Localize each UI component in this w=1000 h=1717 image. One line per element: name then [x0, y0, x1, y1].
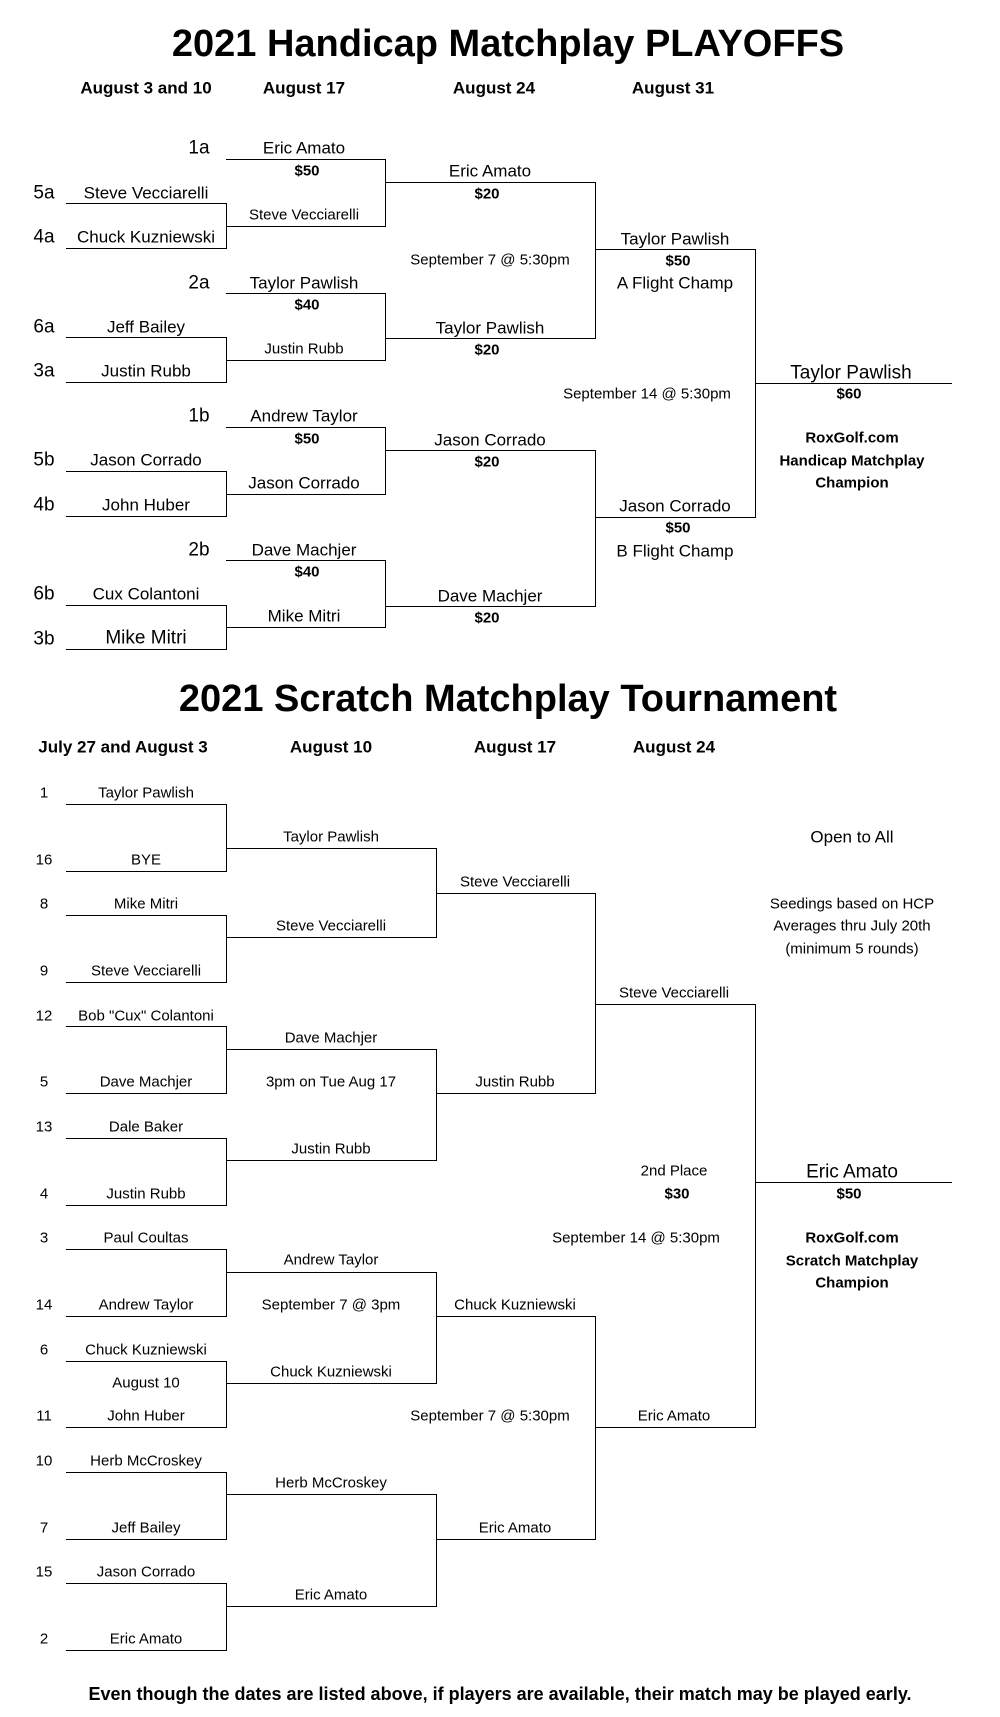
player-name: Eric Amato [294, 1586, 368, 1604]
bracket-line [385, 182, 595, 183]
bracket-line [226, 494, 385, 495]
bracket-line [66, 1138, 226, 1139]
bracket-line [226, 937, 436, 938]
seed-number: 2 [39, 1630, 49, 1648]
seed-number: 14 [35, 1296, 53, 1314]
bracket-line [66, 382, 226, 383]
player-name: Cux Colantoni [92, 584, 200, 604]
player-name: Jason Corrado [619, 496, 731, 516]
bracket-line [66, 649, 226, 650]
seed-number: 1 [39, 784, 49, 802]
prize-amount: $40 [294, 563, 320, 581]
player-name: Mike Mitri [267, 606, 341, 626]
player-name: Dave Machjer [284, 1029, 378, 1047]
champion-name: Eric Amato [806, 1161, 898, 1183]
seed-label: 3b [33, 628, 55, 650]
player-name: Justin Rubb [106, 1185, 186, 1203]
bracket-line [436, 1539, 595, 1540]
schedule-note: 3pm on Tue Aug 17 [265, 1073, 397, 1091]
bracket-line [66, 248, 226, 249]
bracket-line [226, 1026, 227, 1094]
bracket-line [595, 517, 755, 518]
schedule-note: September 7 @ 5:30pm [410, 1407, 570, 1425]
prize-amount: $20 [474, 185, 500, 203]
scratch-title: 2021 Scratch Matchplay Tournament [178, 678, 838, 720]
bracket-line [66, 516, 226, 517]
bracket-line [66, 1361, 226, 1362]
seeding-note: (minimum 5 rounds) [785, 940, 919, 958]
player-name: Dave Machjer [99, 1073, 193, 1091]
scratch-round-header: August 10 [289, 737, 373, 757]
player-name: Eric Amato [262, 138, 346, 158]
bracket-line [66, 915, 226, 916]
champion-caption: Scratch Matchplay [785, 1252, 919, 1270]
player-name: Steve Vecciarelli [459, 873, 571, 891]
bracket-line [66, 1316, 226, 1317]
schedule-note: August 10 [112, 1374, 180, 1392]
seed-label: 1b [188, 405, 210, 427]
player-name: Steve Vecciarelli [90, 962, 202, 980]
player-name: Steve Vecciarelli [618, 984, 730, 1002]
bracket-line [226, 1472, 227, 1540]
seed-label: 4b [33, 494, 55, 516]
handicap-title: 2021 Handicap Matchplay PLAYOFFS [171, 23, 845, 65]
player-name: Dave Machjer [251, 540, 357, 560]
player-name: Dale Baker [108, 1118, 184, 1136]
champion-prize: $50 [836, 1185, 862, 1203]
bracket-line [226, 1272, 436, 1273]
bracket-line [755, 1004, 756, 1428]
bracket-line [66, 1650, 226, 1651]
seed-number: 6 [39, 1341, 49, 1359]
seed-number: 13 [35, 1118, 53, 1136]
bracket-line [66, 804, 226, 805]
seed-number: 7 [39, 1519, 49, 1537]
player-name: Taylor Pawlish [249, 273, 359, 293]
seed-number: 5 [39, 1073, 49, 1091]
bracket-line [66, 1539, 226, 1540]
schedule-note: September 14 @ 5:30pm [552, 1229, 720, 1247]
bracket-line [385, 606, 595, 607]
prize-amount: $50 [294, 430, 320, 448]
seed-label: 2b [188, 539, 210, 561]
bracket-line [226, 293, 385, 294]
bracket-line [595, 450, 596, 607]
bracket-line [66, 871, 226, 872]
bracket-line [226, 1249, 227, 1317]
seed-number: 10 [35, 1452, 53, 1470]
prize-amount: $50 [665, 252, 691, 270]
prize-amount: $20 [474, 609, 500, 627]
player-name: Andrew Taylor [98, 1296, 194, 1314]
champion-caption: RoxGolf.com [805, 429, 899, 447]
champion-name: Taylor Pawlish [790, 362, 912, 384]
player-name: Steve Vecciarelli [248, 206, 360, 224]
champion-prize: $60 [836, 385, 862, 403]
bracket-line [226, 627, 385, 628]
handicap-round-header: August 24 [452, 78, 536, 98]
bracket-line [436, 1093, 595, 1094]
player-name: Mike Mitri [113, 895, 179, 913]
player-name: Jason Corrado [248, 473, 360, 493]
player-name: Justin Rubb [101, 361, 191, 381]
player-name: Chuck Kuzniewski [85, 1341, 207, 1359]
player-name: Taylor Pawlish [435, 318, 545, 338]
handicap-round-header: August 3 and 10 [80, 78, 212, 98]
champion-caption: RoxGolf.com [805, 1229, 899, 1247]
player-name: Chuck Kuzniewski [270, 1363, 392, 1381]
scratch-round-header: August 17 [473, 737, 557, 757]
bracket-line [226, 848, 436, 849]
bracket-line [595, 1316, 596, 1540]
schedule-note: September 7 @ 5:30pm [410, 251, 570, 269]
bracket-line [595, 1427, 755, 1428]
prize-amount: $20 [474, 341, 500, 359]
prize-amount: $20 [474, 453, 500, 471]
bracket-line [226, 1138, 227, 1206]
player-name: Eric Amato [478, 1519, 552, 1537]
second-place-prize: $30 [664, 1185, 690, 1203]
seed-label: 4a [33, 226, 55, 248]
player-name: Taylor Pawlish [283, 828, 379, 846]
second-place-label: 2nd Place [640, 1162, 708, 1180]
seed-number: 9 [39, 962, 49, 980]
player-name: Taylor Pawlish [98, 784, 194, 802]
seeding-note: Averages thru July 20th [773, 917, 931, 935]
bracket-line [66, 203, 226, 204]
seeding-note: Seedings based on HCP [769, 895, 935, 913]
bracket-line [66, 1093, 226, 1094]
bracket-line [226, 804, 227, 872]
seed-label: 3a [33, 360, 55, 382]
bracket-line [226, 1606, 436, 1607]
open-to-all-note: Open to All [810, 827, 894, 847]
seed-number: 4 [39, 1185, 49, 1203]
player-name: Chuck Kuzniewski [454, 1296, 576, 1314]
bracket-line [66, 1249, 226, 1250]
player-name: John Huber [102, 495, 190, 515]
player-name: Herb McCroskey [90, 1452, 202, 1470]
bracket-line [66, 605, 226, 606]
player-name: Steve Vecciarelli [83, 183, 209, 203]
player-name: John Huber [107, 1407, 185, 1425]
flight-champ-label: A Flight Champ [616, 273, 734, 293]
player-name: Jason Corrado [434, 430, 546, 450]
prize-amount: $50 [294, 162, 320, 180]
player-name: Taylor Pawlish [620, 229, 730, 249]
player-name: Justin Rubb [264, 340, 344, 358]
bracket-line [595, 893, 596, 1094]
bracket-line [66, 1472, 226, 1473]
handicap-round-header: August 17 [262, 78, 346, 98]
bracket-line [385, 293, 386, 361]
seed-label: 5b [33, 449, 55, 471]
player-name: Mike Mitri [105, 627, 187, 649]
bracket-line [595, 249, 755, 250]
bracket-line [385, 338, 595, 339]
seed-number: 8 [39, 895, 49, 913]
player-name: Justin Rubb [475, 1073, 555, 1091]
handicap-round-header: August 31 [631, 78, 715, 98]
schedule-note: September 14 @ 5:30pm [563, 385, 731, 403]
bracket-line [755, 383, 952, 384]
bracket-line [226, 1361, 227, 1428]
bracket-line [595, 182, 596, 339]
player-name: Justin Rubb [291, 1140, 371, 1158]
bracket-line [66, 1205, 226, 1206]
player-name: Bob "Cux" Colantoni [78, 1007, 214, 1025]
player-name: Andrew Taylor [250, 406, 358, 426]
scratch-round-header: August 24 [632, 737, 716, 757]
bracket-line [436, 1494, 437, 1607]
player-name: Jeff Bailey [106, 317, 186, 337]
footer-note: Even though the dates are listed above, if players are available, their match may be played early. [88, 1684, 912, 1704]
bracket-line [436, 1272, 437, 1384]
player-name: BYE [130, 851, 162, 869]
seed-label: 2a [188, 272, 210, 294]
seed-label: 5a [33, 182, 55, 204]
seed-number: 3 [39, 1229, 49, 1247]
prize-amount: $40 [294, 296, 320, 314]
seed-label: 6b [33, 583, 55, 605]
bracket-line [226, 1583, 227, 1651]
seed-label: 6a [33, 316, 55, 338]
bracket-line [226, 915, 227, 983]
player-name: Eric Amato [109, 1630, 183, 1648]
seed-number: 12 [35, 1007, 53, 1025]
prize-amount: $50 [665, 519, 691, 537]
scratch-round-header: July 27 and August 3 [38, 737, 208, 757]
player-name: Paul Coultas [103, 1229, 189, 1247]
bracket-line [66, 337, 226, 338]
player-name: Jason Corrado [90, 450, 202, 470]
bracket-line [226, 1160, 436, 1161]
schedule-note: September 7 @ 3pm [261, 1296, 401, 1314]
bracket-line [226, 427, 385, 428]
champion-caption: Champion [815, 474, 889, 492]
bracket-line [66, 1026, 226, 1027]
bracket-line [226, 226, 385, 227]
bracket-line [595, 1004, 755, 1005]
player-name: Dave Machjer [437, 586, 543, 606]
bracket-line [385, 427, 386, 495]
bracket-line [226, 1494, 436, 1495]
player-name: Herb McCroskey [275, 1474, 387, 1492]
player-name: Jeff Bailey [111, 1519, 181, 1537]
seed-number: 11 [36, 1407, 52, 1425]
bracket-line [385, 159, 386, 227]
seed-label: 1a [188, 137, 210, 159]
bracket-line [436, 1049, 437, 1161]
seed-number: 16 [35, 851, 53, 869]
champion-caption: Handicap Matchplay [779, 452, 925, 470]
player-name: Steve Vecciarelli [275, 917, 387, 935]
player-name: Andrew Taylor [283, 1251, 379, 1269]
player-name: Eric Amato [637, 1407, 711, 1425]
bracket-line [66, 982, 226, 983]
flight-champ-label: B Flight Champ [616, 541, 734, 561]
bracket-line [66, 1583, 226, 1584]
bracket-line [226, 560, 385, 561]
bracket-line [436, 893, 595, 894]
bracket-line [226, 1049, 436, 1050]
player-name: Chuck Kuzniewski [77, 227, 215, 247]
bracket-line [436, 1316, 595, 1317]
bracket-line [226, 1383, 436, 1384]
bracket-line [385, 560, 386, 628]
player-name: Jason Corrado [96, 1563, 196, 1581]
bracket-line [385, 450, 595, 451]
player-name: Eric Amato [448, 161, 532, 181]
bracket-line [755, 1182, 952, 1183]
bracket-line [66, 1427, 226, 1428]
bracket-line [66, 471, 226, 472]
bracket-line [226, 360, 385, 361]
seed-number: 15 [35, 1563, 53, 1581]
bracket-line [226, 159, 385, 160]
champion-caption: Champion [815, 1274, 889, 1292]
